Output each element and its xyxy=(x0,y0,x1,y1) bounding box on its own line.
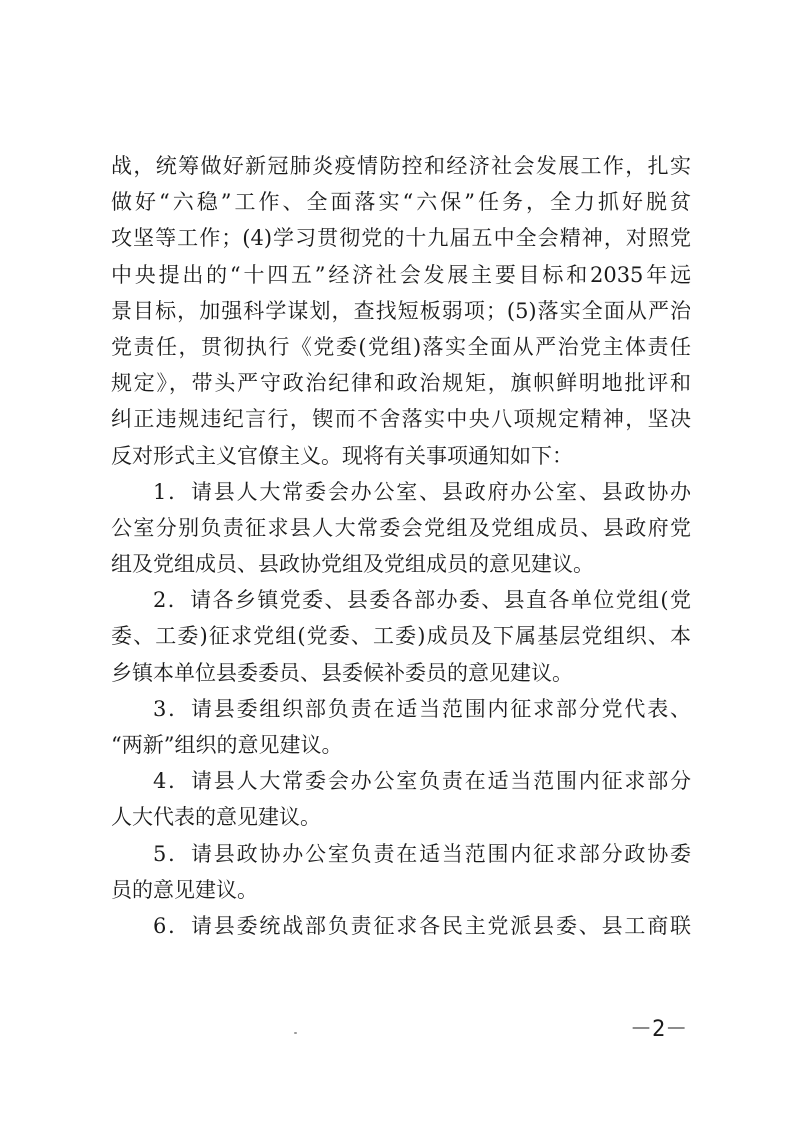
item-1-line-3: 组及党组成员、县政协党组及党组成员的意见建议。 xyxy=(111,552,594,577)
item-1-line-2: 公室分别负责征求县人大常委会党组及党组成员、县政府党 xyxy=(111,515,691,540)
item-3-line-2: “两新”组织的意见建议。 xyxy=(111,733,343,757)
text-line-6: 党责任，贯彻执行《党委(党组)落实全面从严治党主体责任 xyxy=(111,334,691,359)
text-line-7: 规定》，带头严守政治纪律和政治规矩，旗帜鲜明地批评和 xyxy=(111,371,691,396)
text-line-3: 攻坚等工作；(4)学习贯彻党的十九届五中全会精神，对照党 xyxy=(111,226,691,251)
scan-speck xyxy=(294,1032,297,1034)
item-4-line-2: 人大代表的意见建议。 xyxy=(111,805,321,830)
page-number: －2－ xyxy=(630,1017,688,1042)
item-2-line-3: 乡镇本单位县委委员、县委候补委员的意见建议。 xyxy=(111,660,573,685)
text-line-2: 做好“六稳”工作、全面落实“六保”任务，全力抓好脱贫 xyxy=(111,190,691,215)
text-line-9: 反对形式主义官僚主义。现将有关事项通知如下： xyxy=(111,443,573,468)
document-body xyxy=(111,148,691,944)
text-line-5: 景目标，加强科学谋划，查找短板弱项；(5)落实全面从严治 xyxy=(111,298,691,323)
item-5-line-2: 员的意见建议。 xyxy=(111,877,258,902)
text-line-8: 纠正违规违纪言行，锲而不舍落实中央八项规定精神，坚决 xyxy=(111,407,691,432)
item-2-line-1: 2．请各乡镇党委、县委各部办委、县直各单位党组(党 xyxy=(153,588,691,613)
item-5-line-1: 5．请县政协办公室负责在适当范围内征求部分政协委 xyxy=(153,841,691,866)
item-3-line-1: 3．请县委组织部负责在适当范围内征求部分党代表、 xyxy=(153,696,691,721)
item-4-line-1: 4．请县人大常委会办公室负责在适当范围内征求部分 xyxy=(153,769,691,794)
text-line-1: 战，统筹做好新冠肺炎疫情防控和经济社会发展工作，扎实 xyxy=(111,154,691,178)
text-line-4: 中央提出的“十四五”经济社会发展主要目标和2035年远 xyxy=(111,262,691,287)
item-2-line-2: 委、工委)征求党组(党委、工委)成员及下属基层党组织、本 xyxy=(111,624,691,649)
item-1-line-1: 1．请县人大常委会办公室、县政府办公室、县政协办 xyxy=(153,479,691,504)
item-6-line-1: 6．请县委统战部负责征求各民主党派县委、县工商联 xyxy=(153,913,691,938)
